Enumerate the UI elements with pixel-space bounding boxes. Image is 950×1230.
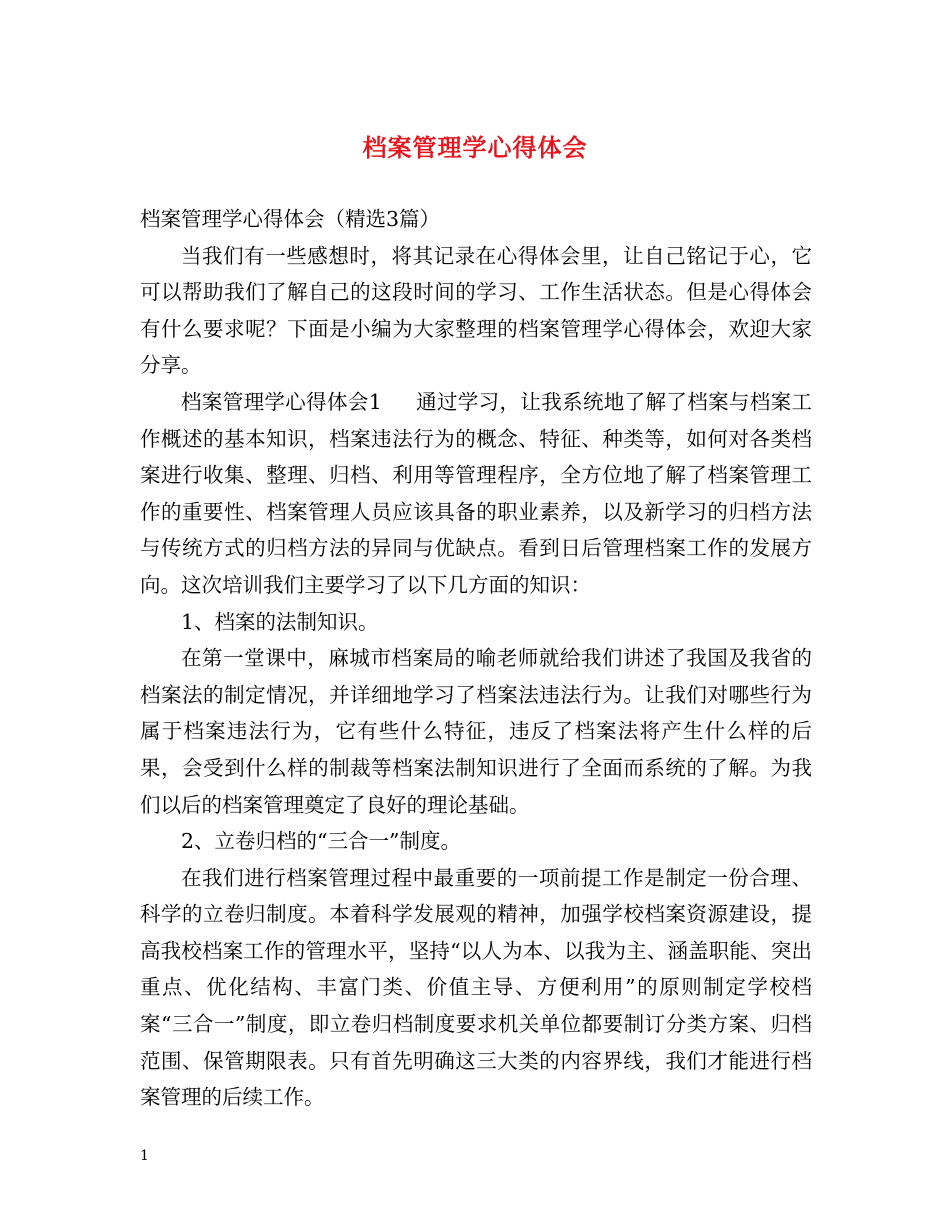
document-subtitle: 档案管理学心得体会（精选3篇） <box>140 207 441 231</box>
section-1-heading: 档案管理学心得体会1 <box>181 389 382 414</box>
section-1-paragraph <box>140 384 812 604</box>
document-body <box>140 201 812 1116</box>
point-2-heading: 2、立卷归档的“三合一”制度。 <box>181 829 462 854</box>
page-number: 1 <box>140 1148 149 1164</box>
point-1-heading: 1、档案的法制知识。 <box>181 609 379 634</box>
section-1-body: 通过学习，让我系统地了解了档案与档案工作概述的基本知识，档案违法行为的概念、特征、种类等，如何对各类档案进行收集、整理、归档、利用等管理程序，全方位地了解了档案管理工作的重要性、档案管理人员应该具备的职业素养，以及新学习的归档方法与传统方式的归档方法的异同与优缺点。看到日后管理档案工作的发展方向。这次培训我们主要学习了以下几方面的知识： <box>140 389 813 597</box>
document-title: 档案管理学心得体会 <box>362 133 588 162</box>
point-2-paragraph: 在我们进行档案管理过程中最重要的一项前提工作是制定一份合理、科学的立卷归制度。本着科学发展观的精神，加强学校档案资源建设，提高我校档案工作的管理水平，坚持“以人为本、以我为主、涵盖职能、突出重点、优化结构、丰富门类、价值主导、方便利用”的原则制定学校档案“三合一”制度，即立卷归档制度要求机关单位都要制订分类方案、归档范围、保管期限表。只有首先明确这三大类的内容界线，我们才能进行档案管理的后续工作。 <box>140 865 812 1110</box>
point-1-paragraph: 在第一堂课中，麻城市档案局的喻老师就给我们讲述了我国及我省的档案法的制定情况，并详细地学习了档案法违法行为。让我们对哪些行为属于档案违法行为，它有些什么特征，违反了档案法将产生什么样的后果，会受到什么样的制裁等档案法制知识进行了全面而系统的了解。为我们以后的档案管理奠定了良好的理论基础。 <box>140 646 812 817</box>
intro-paragraph: 当我们有一些感想时，将其记录在心得体会里，让自己铭记于心，它可以帮助我们了解自己的这段时间的学习、工作生活状态。但是心得体会有什么要求呢？下面是小编为大家整理的档案管理学心得体会，欢迎大家分享。 <box>140 243 812 378</box>
